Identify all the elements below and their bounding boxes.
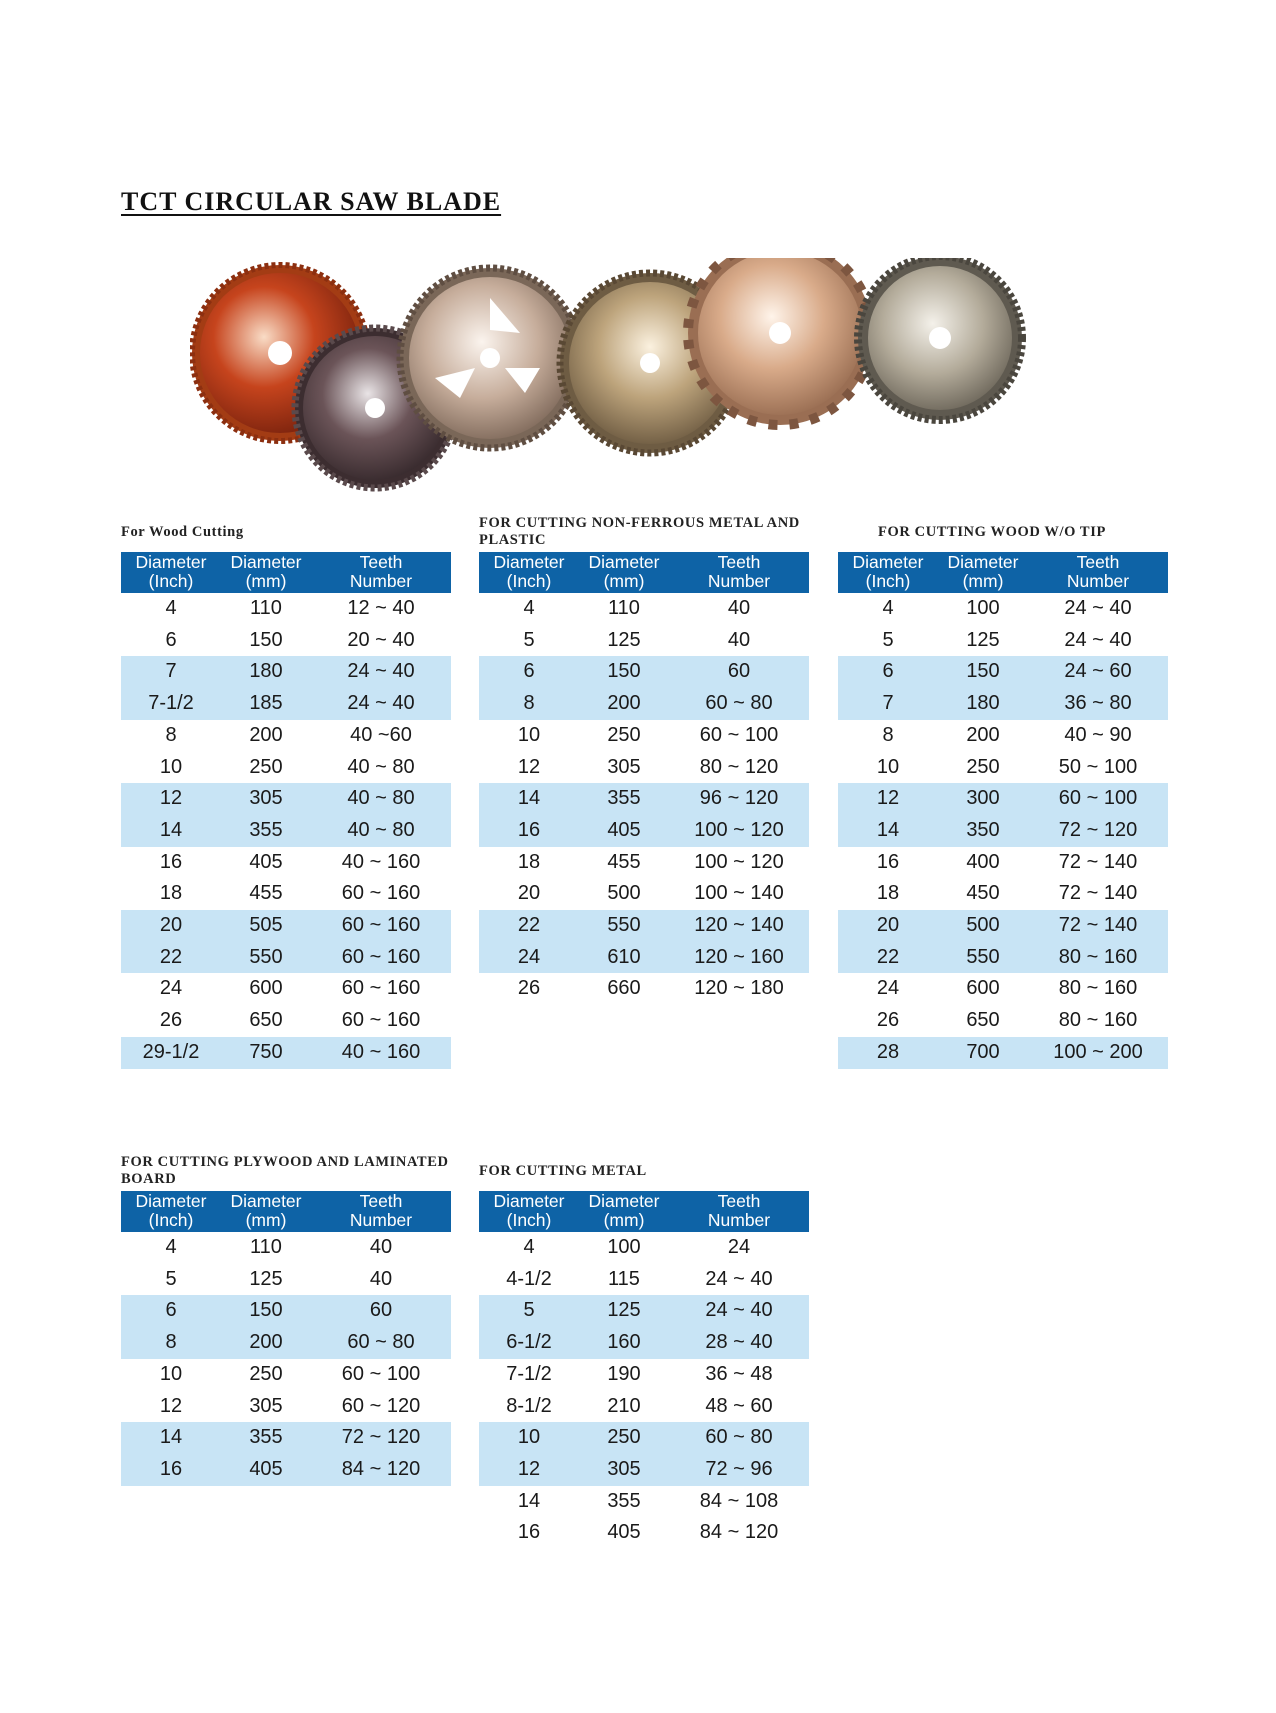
cell-teeth-number: 80 ~ 160 — [1028, 942, 1168, 974]
cell-teeth-number: 24 — [727, 1236, 751, 1258]
header-diameter-inch: Diameter (Inch) — [479, 552, 579, 593]
cell-diameter-mm: 185 — [221, 688, 311, 720]
table-row — [121, 656, 451, 688]
cell-diameter-inch: 6 — [165, 628, 177, 651]
header-teeth-number: Teeth Number — [1028, 552, 1168, 593]
blade-copper-gullet — [688, 258, 872, 425]
header-diameter-mm: Diameter (mm) — [579, 552, 669, 593]
table-row — [121, 783, 451, 815]
table-row — [121, 1391, 451, 1423]
cell-diameter-mm: 110 — [250, 597, 282, 619]
header-diameter-inch: Diameter (Inch) — [121, 1191, 221, 1232]
cell-teeth-number: 40 ~ 160 — [341, 850, 421, 873]
cell-diameter-mm: 355 — [607, 1489, 641, 1512]
cell-diameter-inch: 20 — [517, 882, 541, 905]
table-row — [479, 752, 809, 784]
table-row — [479, 1232, 809, 1264]
table-row — [479, 1391, 809, 1423]
cell-diameter-inch: 22 — [838, 942, 938, 974]
cell-teeth-number: 72 ~ 140 — [1058, 882, 1138, 905]
cell-teeth-number: 120 ~ 140 — [669, 910, 809, 942]
cell-diameter-inch: 12 — [479, 1454, 579, 1486]
table-row — [121, 1232, 451, 1264]
blade-gray — [858, 258, 1022, 420]
cell-teeth-number: 100 ~ 200 — [1028, 1037, 1168, 1069]
cell-teeth-number: 40 ~60 — [350, 723, 412, 746]
table-row — [121, 847, 451, 879]
cell-teeth-number: 24 ~ 40 — [1064, 597, 1132, 619]
header-diameter-inch: Diameter (Inch) — [838, 552, 938, 593]
table-row — [479, 1454, 809, 1486]
section-metal — [479, 1151, 809, 1549]
cell-diameter-mm: 355 — [221, 815, 311, 847]
cell-diameter-inch: 16 — [159, 850, 183, 873]
cell-diameter-mm: 500 — [607, 882, 641, 905]
cell-diameter-mm: 200 — [221, 1327, 311, 1359]
cell-diameter-mm: 210 — [607, 1394, 641, 1417]
table-row — [121, 752, 451, 784]
cell-diameter-inch: 18 — [517, 850, 541, 873]
cell-diameter-inch: 14 — [517, 1489, 541, 1512]
table-row — [838, 847, 1168, 879]
table-row — [838, 720, 1168, 752]
cell-diameter-inch: 10 — [876, 755, 900, 778]
cell-diameter-mm: 110 — [608, 597, 640, 619]
cell-diameter-inch: 4 — [882, 597, 894, 619]
cell-diameter-mm: 150 — [579, 656, 669, 688]
header-diameter-mm: Diameter (mm) — [221, 1191, 311, 1232]
cell-diameter-inch: 8 — [479, 688, 579, 720]
section-title: For Wood Cutting — [121, 523, 244, 540]
page-title: TCT CIRCULAR SAW BLADE — [121, 187, 502, 216]
cell-teeth-number: 80 ~ 160 — [1058, 1009, 1138, 1032]
cell-diameter-inch: 8 — [165, 723, 177, 746]
table-row — [479, 1422, 809, 1454]
cell-teeth-number: 60 ~ 160 — [341, 1009, 421, 1032]
cell-teeth-number: 28 ~ 40 — [669, 1327, 809, 1359]
table-row — [838, 1037, 1168, 1069]
section-plywood-laminated — [121, 1151, 451, 1486]
cell-diameter-inch: 24 — [479, 942, 579, 974]
table-row — [479, 1264, 809, 1296]
cell-diameter-mm: 355 — [221, 1422, 311, 1454]
table-row — [838, 593, 1168, 625]
cell-diameter-inch: 14 — [121, 1422, 221, 1454]
cell-teeth-number: 72 ~ 140 — [1058, 850, 1138, 873]
cell-diameter-mm: 660 — [607, 977, 641, 1000]
cell-teeth-number: 100 ~ 140 — [694, 882, 784, 905]
cell-teeth-number: 60 — [669, 656, 809, 688]
table-row — [838, 910, 1168, 942]
cell-teeth-number: 40 ~ 160 — [311, 1037, 451, 1069]
cell-teeth-number: 40 — [727, 597, 751, 619]
table-row — [479, 942, 809, 974]
cell-diameter-mm: 500 — [938, 910, 1028, 942]
cell-diameter-mm: 110 — [250, 1236, 282, 1258]
table-row — [838, 656, 1168, 688]
table-row — [479, 878, 809, 910]
section-title: FOR CUTTING WOOD W/O TIP — [878, 523, 1106, 540]
cell-diameter-mm: 455 — [607, 850, 641, 873]
table-row — [121, 1422, 451, 1454]
cell-diameter-inch: 5 — [882, 628, 894, 651]
table-row — [121, 1037, 451, 1069]
cell-diameter-mm: 150 — [938, 656, 1028, 688]
cell-diameter-mm: 750 — [221, 1037, 311, 1069]
cell-teeth-number: 60 ~ 120 — [341, 1394, 421, 1417]
cell-diameter-inch: 5 — [523, 628, 535, 651]
table-row — [121, 625, 451, 657]
cell-diameter-mm: 400 — [966, 850, 1000, 873]
cell-diameter-mm: 600 — [249, 977, 283, 1000]
header-diameter-mm: Diameter (mm) — [221, 552, 311, 593]
cell-diameter-inch: 4 — [165, 597, 177, 619]
table-row — [121, 688, 451, 720]
cell-teeth-number: 60 — [311, 1295, 451, 1327]
cell-diameter-mm: 190 — [607, 1362, 641, 1385]
header-teeth-number: Teeth Number — [669, 1191, 809, 1232]
cell-teeth-number: 60 ~ 160 — [311, 910, 451, 942]
spec-table — [479, 1191, 809, 1549]
cell-teeth-number: 24 ~ 40 — [705, 1267, 773, 1290]
cell-diameter-mm: 305 — [249, 1394, 283, 1417]
header-diameter-mm: Diameter (mm) — [938, 552, 1028, 593]
cell-teeth-number: 40 — [727, 628, 751, 651]
cell-teeth-number: 24 ~ 40 — [1064, 628, 1132, 651]
cell-teeth-number: 40 ~ 90 — [1064, 723, 1132, 746]
cell-teeth-number: 36 ~ 48 — [705, 1362, 773, 1385]
section-wood-cutting — [121, 512, 451, 1069]
cell-diameter-inch: 4-1/2 — [506, 1267, 552, 1290]
cell-diameter-inch: 7 — [121, 656, 221, 688]
cell-teeth-number: 72 ~ 96 — [669, 1454, 809, 1486]
cell-diameter-mm: 700 — [938, 1037, 1028, 1069]
cell-diameter-inch: 14 — [121, 815, 221, 847]
cell-teeth-number: 80 ~ 160 — [1058, 977, 1138, 1000]
table-row — [121, 1005, 451, 1037]
section-title: FOR CUTTING NON-FERROUS METAL AND PLASTIC — [479, 515, 800, 548]
cell-diameter-mm: 305 — [579, 1454, 669, 1486]
cell-diameter-mm: 450 — [966, 882, 1000, 905]
cell-diameter-inch: 14 — [838, 815, 938, 847]
cell-diameter-mm: 550 — [221, 942, 311, 974]
cell-diameter-mm: 550 — [579, 910, 669, 942]
cell-teeth-number: 120 ~ 160 — [669, 942, 809, 974]
table-row — [838, 973, 1168, 1005]
cell-teeth-number: 60 ~ 100 — [699, 723, 779, 746]
table-row — [121, 1295, 451, 1327]
cell-diameter-inch: 20 — [838, 910, 938, 942]
cell-diameter-inch: 29-1/2 — [121, 1037, 221, 1069]
cell-teeth-number: 72 ~ 120 — [1028, 815, 1168, 847]
cell-diameter-inch: 22 — [121, 942, 221, 974]
saw-blades-photo — [190, 258, 1110, 498]
cell-teeth-number: 12 ~ 40 — [347, 597, 415, 619]
cell-diameter-inch: 24 — [876, 977, 900, 1000]
cell-diameter-inch: 22 — [479, 910, 579, 942]
cell-diameter-mm: 150 — [249, 628, 283, 651]
table-row — [479, 1359, 809, 1391]
cell-teeth-number: 60 ~ 100 — [341, 1362, 421, 1385]
table-row — [479, 910, 809, 942]
cell-diameter-inch: 26 — [159, 1009, 183, 1032]
table-row — [121, 942, 451, 974]
cell-diameter-inch: 4 — [523, 597, 535, 619]
cell-diameter-mm: 350 — [938, 815, 1028, 847]
cell-diameter-inch: 28 — [838, 1037, 938, 1069]
blade-silver-slotted — [400, 268, 580, 448]
table-row — [838, 752, 1168, 784]
cell-diameter-inch: 5 — [479, 1295, 579, 1327]
table-row — [479, 1295, 809, 1327]
cell-teeth-number: 100 ~ 120 — [669, 815, 809, 847]
table-row — [121, 878, 451, 910]
table-row — [479, 656, 809, 688]
table-row — [121, 815, 451, 847]
cell-diameter-inch: 8-1/2 — [506, 1394, 552, 1417]
cell-teeth-number: 50 ~ 100 — [1058, 755, 1138, 778]
cell-diameter-mm: 200 — [966, 723, 1000, 746]
cell-diameter-mm: 600 — [966, 977, 1000, 1000]
cell-teeth-number: 24 ~ 60 — [1028, 656, 1168, 688]
table-row — [479, 720, 809, 752]
table-row — [479, 815, 809, 847]
cell-teeth-number: 40 ~ 80 — [311, 783, 451, 815]
cell-diameter-mm: 405 — [221, 1454, 311, 1486]
table-row — [838, 942, 1168, 974]
cell-diameter-mm: 100 — [607, 1236, 641, 1258]
cell-diameter-mm: 405 — [607, 1521, 641, 1544]
cell-diameter-mm: 550 — [938, 942, 1028, 974]
cell-diameter-inch: 12 — [121, 783, 221, 815]
table-row — [121, 973, 451, 1005]
cell-diameter-inch: 16 — [479, 815, 579, 847]
cell-diameter-mm: 115 — [608, 1267, 640, 1290]
table-row — [838, 878, 1168, 910]
cell-diameter-mm: 150 — [221, 1295, 311, 1327]
table-row — [838, 688, 1168, 720]
cell-diameter-mm: 305 — [221, 783, 311, 815]
cell-teeth-number: 84 ~ 120 — [311, 1454, 451, 1486]
cell-diameter-mm: 180 — [938, 688, 1028, 720]
cell-diameter-inch: 7-1/2 — [121, 688, 221, 720]
cell-diameter-inch: 10 — [159, 755, 183, 778]
cell-teeth-number: 24 ~ 40 — [311, 688, 451, 720]
table-row — [838, 1005, 1168, 1037]
cell-teeth-number: 72 ~ 140 — [1028, 910, 1168, 942]
cell-diameter-inch: 4 — [165, 1236, 177, 1258]
cell-diameter-inch: 10 — [517, 723, 541, 746]
spec-table — [121, 552, 451, 1069]
spec-table — [838, 552, 1168, 1069]
table-row — [121, 1454, 451, 1486]
cell-teeth-number: 40 ~ 80 — [311, 815, 451, 847]
cell-teeth-number: 60 ~ 160 — [341, 882, 421, 905]
section-non-ferrous-metal — [479, 512, 809, 1005]
section-title: FOR CUTTING METAL — [479, 1162, 647, 1179]
table-row — [838, 783, 1168, 815]
cell-diameter-inch: 14 — [479, 783, 579, 815]
cell-teeth-number: 72 ~ 120 — [311, 1422, 451, 1454]
section-title: FOR CUTTING PLYWOOD AND LAMINATED BOARD — [121, 1154, 449, 1187]
table-row — [479, 847, 809, 879]
table-row — [121, 1264, 451, 1296]
header-diameter-inch: Diameter (Inch) — [121, 552, 221, 593]
cell-teeth-number: 60 ~ 80 — [311, 1327, 451, 1359]
cell-diameter-mm: 250 — [249, 755, 283, 778]
cell-diameter-mm: 405 — [249, 850, 283, 873]
cell-teeth-number: 40 ~ 80 — [347, 755, 415, 778]
header-teeth-number: Teeth Number — [311, 552, 451, 593]
cell-diameter-mm: 200 — [249, 723, 283, 746]
cell-diameter-inch: 6 — [121, 1295, 221, 1327]
table-row — [121, 1327, 451, 1359]
cell-teeth-number: 84 ~ 108 — [699, 1489, 779, 1512]
cell-teeth-number: 20 ~ 40 — [347, 628, 415, 651]
cell-teeth-number: 100 ~ 120 — [694, 850, 784, 873]
cell-diameter-mm: 250 — [249, 1362, 283, 1385]
cell-diameter-mm: 610 — [579, 942, 669, 974]
cell-diameter-inch: 10 — [159, 1362, 183, 1385]
cell-diameter-mm: 300 — [938, 783, 1028, 815]
cell-diameter-inch: 26 — [876, 1009, 900, 1032]
cell-diameter-inch: 18 — [159, 882, 183, 905]
cell-teeth-number: 40 — [369, 1236, 393, 1258]
cell-diameter-inch: 6 — [479, 656, 579, 688]
header-diameter-inch: Diameter (Inch) — [479, 1191, 579, 1232]
cell-diameter-inch: 12 — [159, 1394, 183, 1417]
table-row — [479, 688, 809, 720]
cell-diameter-inch: 5 — [165, 1267, 177, 1290]
cell-teeth-number: 40 — [369, 1267, 393, 1290]
spec-table — [121, 1191, 451, 1486]
cell-diameter-mm: 250 — [579, 1422, 669, 1454]
cell-teeth-number: 84 ~ 120 — [699, 1521, 779, 1544]
table-row — [838, 815, 1168, 847]
cell-diameter-inch: 6-1/2 — [479, 1327, 579, 1359]
cell-diameter-mm: 355 — [579, 783, 669, 815]
cell-diameter-inch: 7-1/2 — [506, 1362, 552, 1385]
cell-teeth-number: 120 ~ 180 — [694, 977, 784, 1000]
cell-diameter-inch: 12 — [838, 783, 938, 815]
table-row — [121, 593, 451, 625]
cell-diameter-mm: 125 — [579, 1295, 669, 1327]
cell-teeth-number: 60 ~ 80 — [669, 688, 809, 720]
table-row — [479, 783, 809, 815]
cell-diameter-mm: 100 — [966, 597, 1000, 619]
cell-diameter-inch: 12 — [517, 755, 541, 778]
cell-diameter-mm: 125 — [249, 1267, 283, 1290]
cell-diameter-inch: 20 — [121, 910, 221, 942]
table-row — [479, 1486, 809, 1518]
cell-diameter-mm: 455 — [249, 882, 283, 905]
cell-diameter-mm: 125 — [966, 628, 1000, 651]
section-wood-without-tip — [838, 512, 1168, 1069]
cell-diameter-inch: 4 — [523, 1236, 535, 1258]
cell-diameter-inch: 16 — [517, 1521, 541, 1544]
header-teeth-number: Teeth Number — [311, 1191, 451, 1232]
table-row — [479, 625, 809, 657]
cell-teeth-number: 96 ~ 120 — [669, 783, 809, 815]
cell-teeth-number: 24 ~ 40 — [669, 1295, 809, 1327]
header-diameter-mm: Diameter (mm) — [579, 1191, 669, 1232]
cell-teeth-number: 60 ~ 160 — [341, 977, 421, 1000]
cell-teeth-number: 60 ~ 160 — [311, 942, 451, 974]
table-row — [479, 1517, 809, 1549]
cell-diameter-inch: 6 — [838, 656, 938, 688]
cell-diameter-mm: 250 — [607, 723, 641, 746]
table-row — [121, 720, 451, 752]
cell-diameter-mm: 650 — [249, 1009, 283, 1032]
spec-table — [479, 552, 809, 1005]
cell-teeth-number: 48 ~ 60 — [705, 1394, 773, 1417]
cell-diameter-mm: 125 — [607, 628, 641, 651]
table-row — [479, 973, 809, 1005]
cell-teeth-number: 80 ~ 120 — [699, 755, 779, 778]
cell-diameter-mm: 250 — [966, 755, 1000, 778]
cell-diameter-mm: 305 — [607, 755, 641, 778]
cell-diameter-inch: 7 — [838, 688, 938, 720]
cell-diameter-inch: 16 — [121, 1454, 221, 1486]
cell-teeth-number: 36 ~ 80 — [1028, 688, 1168, 720]
cell-diameter-inch: 26 — [517, 977, 541, 1000]
cell-diameter-mm: 180 — [221, 656, 311, 688]
table-row — [838, 625, 1168, 657]
cell-diameter-inch: 10 — [479, 1422, 579, 1454]
cell-diameter-inch: 24 — [159, 977, 183, 1000]
header-teeth-number: Teeth Number — [669, 552, 809, 593]
cell-diameter-mm: 200 — [579, 688, 669, 720]
cell-teeth-number: 24 ~ 40 — [311, 656, 451, 688]
cell-teeth-number: 60 ~ 80 — [669, 1422, 809, 1454]
cell-diameter-inch: 8 — [121, 1327, 221, 1359]
cell-diameter-mm: 405 — [579, 815, 669, 847]
cell-diameter-mm: 160 — [579, 1327, 669, 1359]
table-row — [479, 593, 809, 625]
table-row — [121, 910, 451, 942]
cell-diameter-mm: 505 — [221, 910, 311, 942]
table-row — [121, 1359, 451, 1391]
cell-diameter-inch: 18 — [876, 882, 900, 905]
table-row — [479, 1327, 809, 1359]
cell-teeth-number: 60 ~ 100 — [1028, 783, 1168, 815]
cell-diameter-inch: 8 — [882, 723, 894, 746]
cell-diameter-inch: 16 — [876, 850, 900, 873]
cell-diameter-mm: 650 — [966, 1009, 1000, 1032]
